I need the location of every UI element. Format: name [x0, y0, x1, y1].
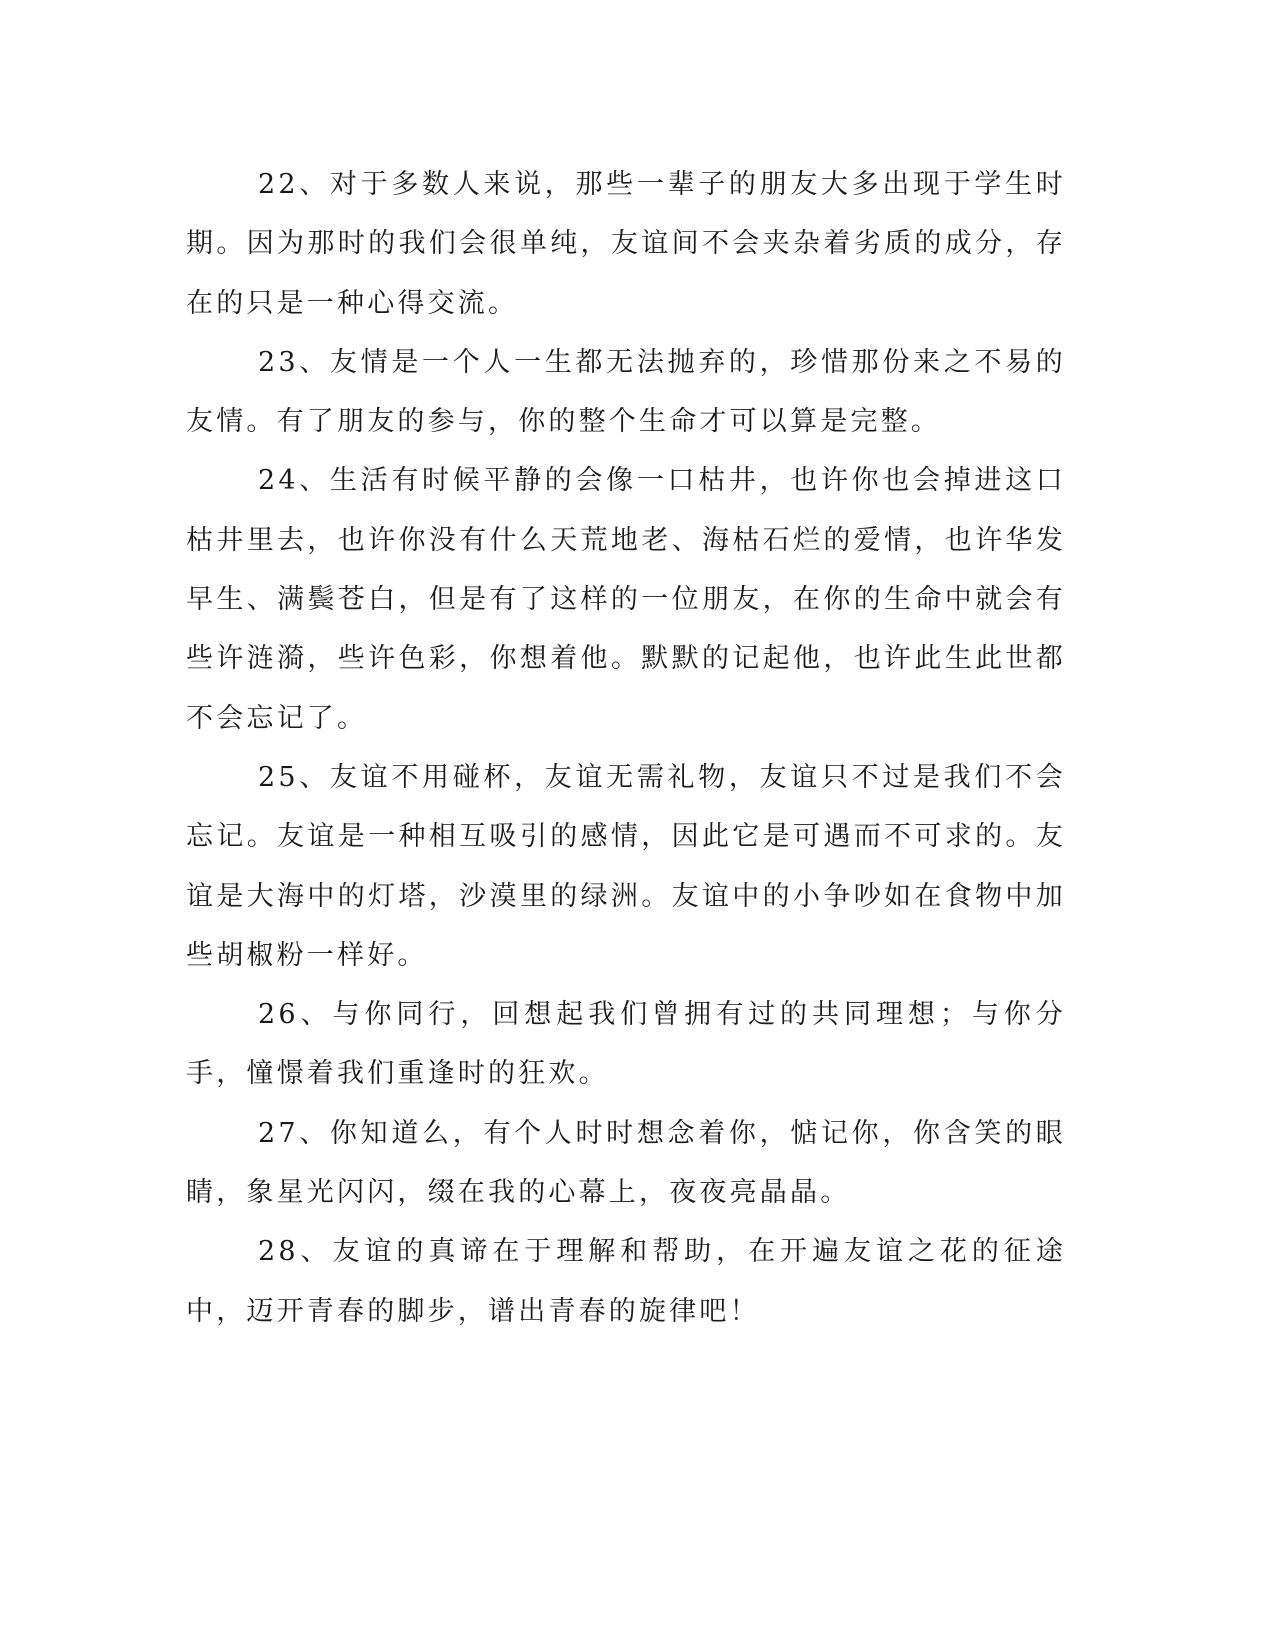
paragraph-24: 24、生活有时候平静的会像一口枯井，也许你也会掉进这口枯井里去，也许你没有什么天荒地老、海枯石烂的爱情，也许华发早生、满鬓苍白，但是有了这样的一位朋友，在你的生命中就会有些许涟漪，些许色彩，你想着他。默默的记起他，也许此生此世都不会忘记了。 — [186, 465, 1066, 734]
document-body — [186, 155, 1066, 1341]
paragraph-25: 25、友谊不用碰杯，友谊无需礼物，友谊只不过是我们不会忘记。友谊是一种相互吸引的感情，因此它是可遇而不可求的。友谊是大海中的灯塔，沙漠里的绿洲。友谊中的小争吵如在食物中加些胡椒粉一样好。 — [186, 761, 1066, 971]
paragraph-23: 23、友情是一个人一生都无法抛弃的，珍惜那份来之不易的友情。有了朋友的参与，你的整个生命才可以算是完整。 — [186, 346, 1066, 438]
paragraph-27: 27、你知道么，有个人时时想念着你，惦记你，你含笑的眼睛，象星光闪闪，缀在我的心幕上，夜夜亮晶晶。 — [186, 1117, 1066, 1209]
paragraph-26: 26、与你同行，回想起我们曾拥有过的共同理想；与你分手，憧憬着我们重逢时的狂欢。 — [186, 999, 1066, 1090]
paragraph-28: 28、友谊的真谛在于理解和帮助，在开遍友谊之花的征途中，迈开青春的脚步，谱出青春的旋律吧！ — [186, 1236, 1066, 1327]
paragraph-22: 22、对于多数人来说，那些一辈子的朋友大多出现于学生时期。因为那时的我们会很单纯，友谊间不会夹杂着劣质的成分，存在的只是一种心得交流。 — [186, 169, 1066, 319]
